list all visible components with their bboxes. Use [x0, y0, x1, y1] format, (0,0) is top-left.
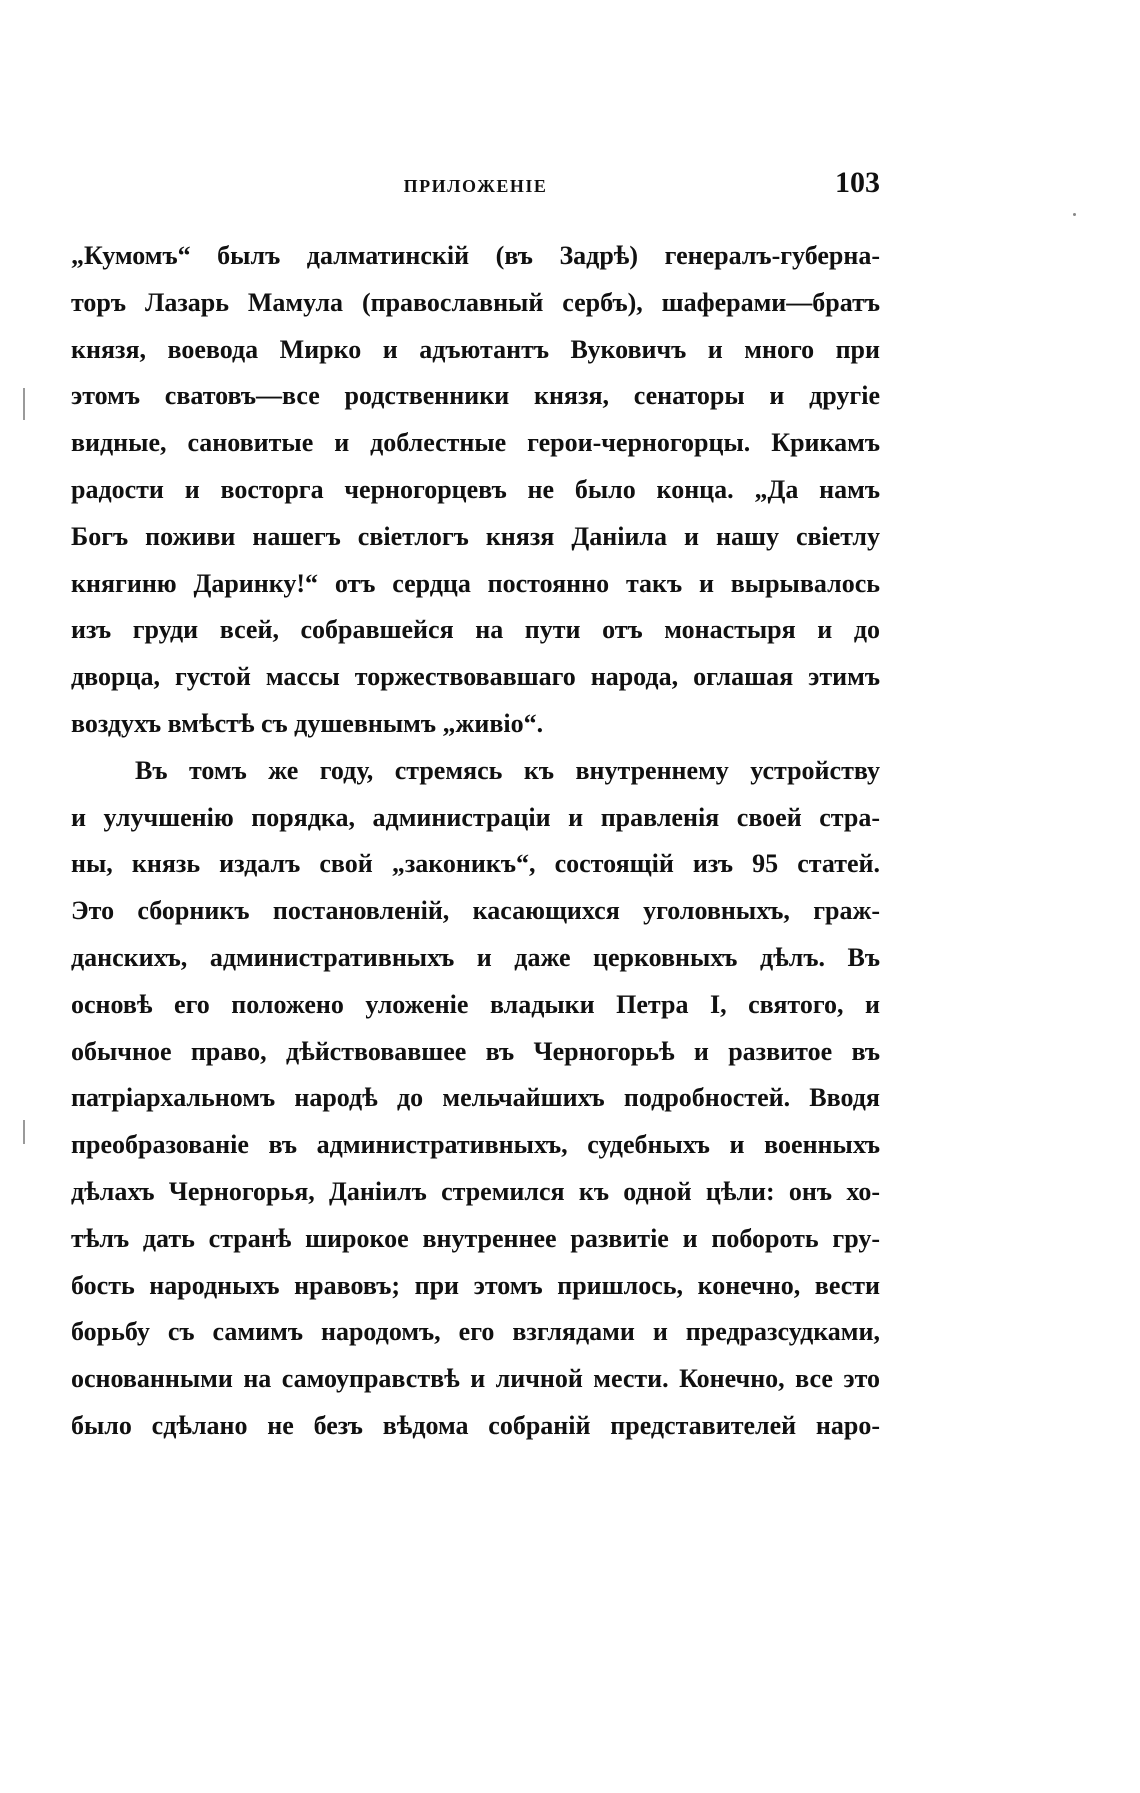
text-line: „Кумомъ“ былъ далматинскій (въ Задрѣ) генералъ-губерна-: [71, 241, 880, 270]
text-line: княгиню Даринку!“ отъ сердца постоянно такъ и вырывалось: [71, 568, 880, 598]
body-text: [71, 233, 880, 1450]
text-line: и улучшенію порядка, администраціи и правленія своей стра-: [71, 802, 880, 832]
text-line: ны, князь издалъ свой „законикъ“, состоящій изъ 95 статей.: [71, 849, 880, 879]
text-line: дѣлахъ Черногорья, Даніилъ стремился къ одной цѣли: онъ хо-: [71, 1176, 880, 1206]
text-line: Это сборникъ постановленій, касающихся уголовныхъ, граж-: [71, 896, 880, 926]
text-line: торъ Лазарь Мамула (православный сербъ), шаферами—братъ: [71, 287, 880, 317]
paragraph: [71, 233, 880, 748]
text-line: основанными на самоуправствѣ и личной мести. Конечно, все это: [71, 1364, 880, 1394]
margin-mark: [23, 1120, 25, 1144]
text-line: борьбу съ самимъ народомъ, его взглядами и предразсудками,: [71, 1317, 880, 1347]
running-title: ПРИЛОЖЕНІЕ: [403, 176, 548, 196]
text-line: князя, воевода Мирко и адъютантъ Вуковичъ и много при: [71, 334, 880, 364]
text-line: видные, сановитые и доблестные герои-черногорцы. Крикамъ: [71, 428, 880, 458]
margin-speck: [1073, 213, 1076, 216]
page-number: 103: [835, 166, 880, 199]
text-line: преобразованіе въ административныхъ, судебныхъ и военныхъ: [71, 1130, 880, 1160]
text-line: основѣ его положено уложеніе владыки Петра I, святого, и: [71, 989, 880, 1019]
text-line: воздухъ вмѣстѣ съ душевнымъ „живіо“.: [71, 708, 544, 738]
text-line: дворца, густой массы торжествовавшаго народа, оглашая этимъ: [71, 662, 880, 692]
text-line: тѣлъ дать странѣ широкое внутреннее развитіе и побороть гру-: [71, 1223, 880, 1253]
running-head: [71, 166, 880, 206]
text-line: обычное право, дѣйствовавшее въ Черногорьѣ и развитое въ: [71, 1036, 880, 1066]
paragraph: [71, 748, 880, 1450]
text-line: Богъ поживи нашегъ свіетлогъ князя Даніила и нашу свіетлу: [71, 521, 880, 551]
text-line: этомъ сватовъ—все родственники князя, сенаторы и другіе: [71, 381, 880, 411]
text-line: данскихъ, административныхъ и даже церковныхъ дѣлъ. Въ: [71, 942, 880, 972]
margin-mark: [23, 388, 25, 420]
text-line: изъ груди всей, собравшейся на пути отъ монастыря и до: [71, 615, 880, 645]
text-line: было сдѣлано не безъ вѣдома собраній представителей наро-: [71, 1410, 880, 1440]
text-line: патріархальномъ народѣ до мельчайшихъ подробностей. Вводя: [71, 1083, 880, 1113]
text-line: Въ томъ же году, стремясь къ внутреннему устройству: [135, 755, 880, 785]
text-line: радости и восторга черногорцевъ не было конца. „Да намъ: [71, 474, 880, 504]
text-line: бость народныхъ нравовъ; при этомъ пришлось, конечно, вести: [71, 1270, 880, 1300]
